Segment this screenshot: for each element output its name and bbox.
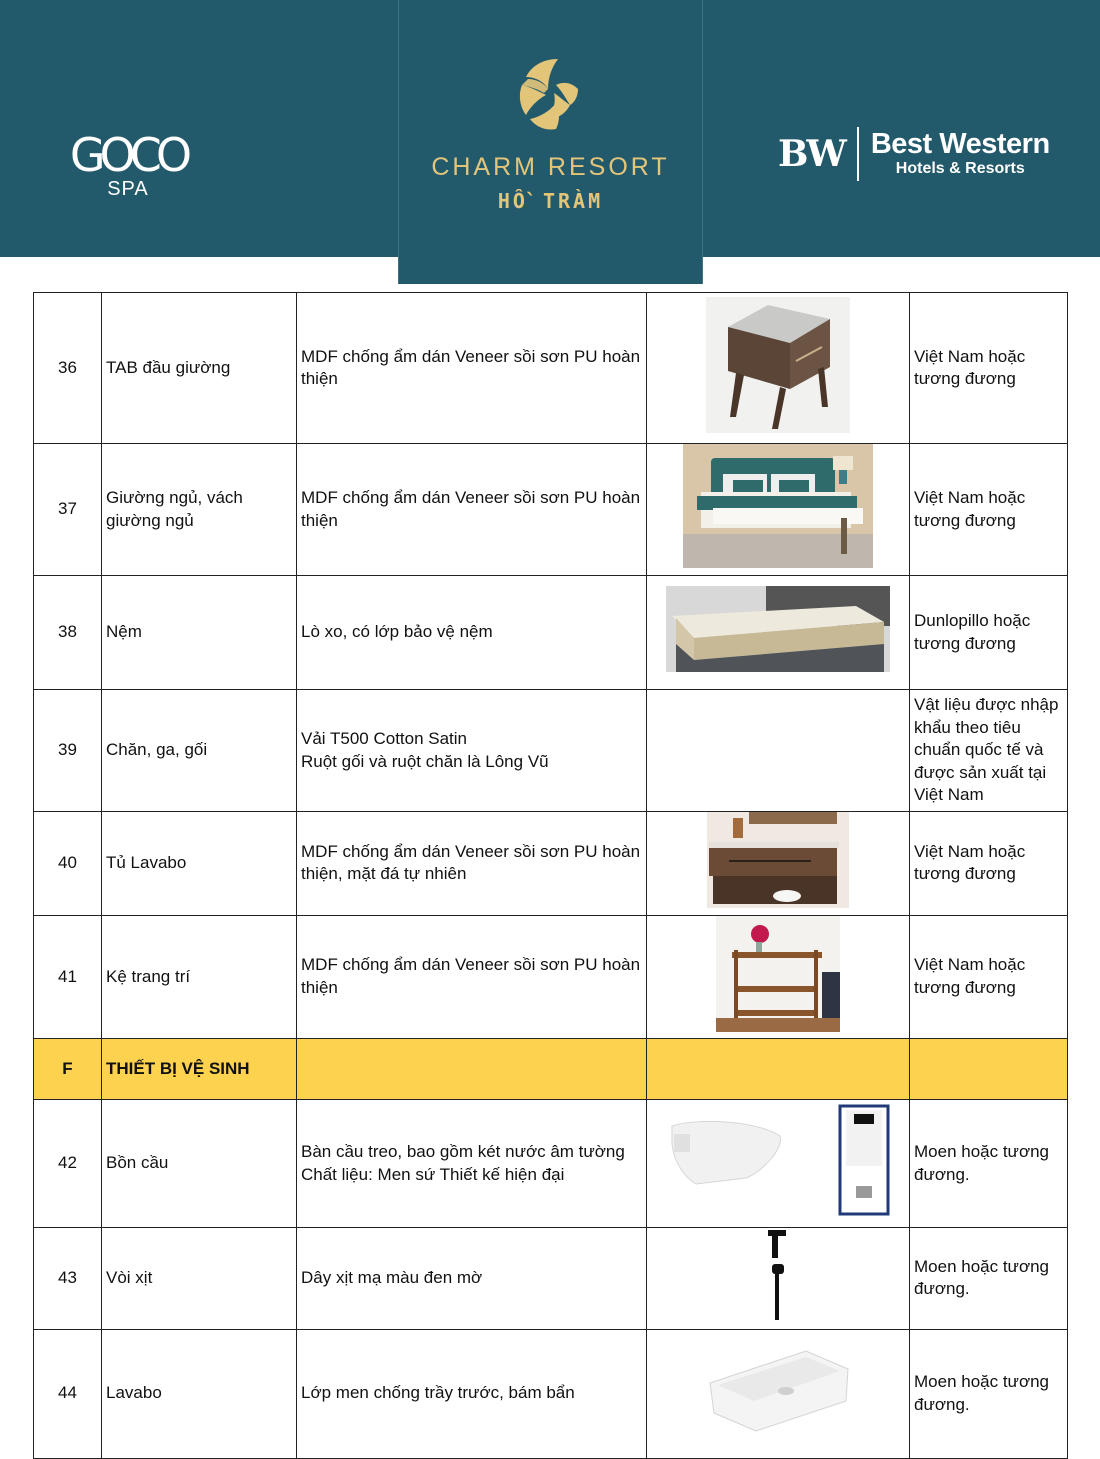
table-row: [34, 444, 1068, 576]
best-western-name: Best Western: [870, 128, 1050, 160]
item-origin: Việt Nam hoặc tương đương: [910, 915, 1068, 1039]
item-spec: Vải T500 Cotton Satin Ruột gối và ruột chăn là Lông Vũ: [297, 690, 647, 812]
item-name: Vòi xịt: [102, 1228, 297, 1330]
charm-resort-subtitle: HỒ TRÀM: [497, 189, 604, 213]
best-western-subtitle: Hotels & Resorts: [895, 160, 1025, 177]
item-name: TAB đầu giường: [102, 293, 297, 444]
item-number: 41: [34, 915, 102, 1039]
item-origin: [910, 1039, 1068, 1100]
item-image-cell: [647, 1100, 910, 1228]
item-origin: Vật liệu được nhập khẩu theo tiêu chuẩn quốc tế và được sản xuất tại Việt Nam: [910, 690, 1068, 812]
item-image-cell: [647, 293, 910, 444]
section-row: [34, 1039, 1068, 1100]
goco-letter: G: [69, 128, 100, 182]
item-spec: Bàn cầu treo, bao gồm két nước âm tường Chất liệu: Men sứ Thiết kế hiện đại: [297, 1100, 647, 1228]
wall-hung-toilet-image: [666, 1104, 890, 1223]
bidet-sprayer-image: [748, 1228, 808, 1329]
item-number: 39: [34, 690, 102, 812]
item-origin: Dunlopillo hoặc tương đương: [910, 576, 1068, 690]
table-row: [34, 1329, 1068, 1458]
item-origin: Moen hoặc tương đương.: [910, 1228, 1068, 1330]
best-western-logo: [778, 126, 1050, 182]
bedside-table-image: [706, 297, 850, 440]
item-number: 44: [34, 1329, 102, 1458]
logo-divider: [857, 127, 859, 181]
goco-letter: O: [155, 128, 187, 182]
item-name: Bồn cầu: [102, 1100, 297, 1228]
table-row: [34, 812, 1068, 916]
item-name: Chăn, ga, gối: [102, 690, 297, 812]
table-row: [34, 576, 1068, 690]
item-spec: MDF chống ẩm dán Veneer sồi sơn PU hoàn thiện: [297, 293, 647, 444]
item-spec: MDF chống ẩm dán Veneer sồi sơn PU hoàn thiện: [297, 444, 647, 576]
item-origin: Việt Nam hoặc tương đương: [910, 444, 1068, 576]
table-row: [34, 293, 1068, 444]
item-origin: Moen hoặc tương đương.: [910, 1100, 1068, 1228]
item-image-cell: [647, 1039, 910, 1100]
item-origin: Việt Nam hoặc tương đương: [910, 293, 1068, 444]
item-number: F: [34, 1039, 102, 1100]
item-spec: MDF chống ẩm dán Veneer sồi sơn PU hoàn thiện: [297, 915, 647, 1039]
item-number: 40: [34, 812, 102, 916]
table-row: [34, 915, 1068, 1039]
item-image-cell: [647, 444, 910, 576]
item-name: Giường ngủ, vách giường ngủ: [102, 444, 297, 576]
goco-letter: C: [129, 128, 156, 182]
item-name: Tủ Lavabo: [102, 812, 297, 916]
item-image-cell: [647, 576, 910, 690]
item-origin: Moen hoặc tương đương.: [910, 1329, 1068, 1458]
item-spec: [297, 1039, 647, 1100]
item-name: THIẾT BỊ VỆ SINH: [102, 1039, 297, 1100]
item-image-cell: [647, 915, 910, 1039]
item-name: Kệ trang trí: [102, 915, 297, 1039]
item-origin: Việt Nam hoặc tương đương: [910, 812, 1068, 916]
goco-wordmark: [58, 128, 198, 182]
item-image-cell: [647, 812, 910, 916]
item-number: 38: [34, 576, 102, 690]
mattress-image: [666, 586, 890, 679]
item-name: Nệm: [102, 576, 297, 690]
table-row: [34, 1228, 1068, 1330]
table-row: [34, 690, 1068, 812]
item-image-cell: [647, 1228, 910, 1330]
item-spec: Lò xo, có lớp bảo vệ nệm: [297, 576, 647, 690]
bed-image: [683, 444, 873, 575]
item-image-cell: [647, 1329, 910, 1458]
goco-spa-logo: [58, 128, 198, 201]
item-spec: MDF chống ẩm dán Veneer sồi sơn PU hoàn thiện, mặt đá tự nhiên: [297, 812, 647, 916]
charm-resort-panel: [398, 0, 703, 284]
goco-letter: O: [99, 128, 130, 182]
item-number: 43: [34, 1228, 102, 1330]
bw-monogram: BW: [778, 133, 845, 175]
item-number: 42: [34, 1100, 102, 1228]
item-name: Lavabo: [102, 1329, 297, 1458]
item-number: 36: [34, 293, 102, 444]
item-spec: Lớp men chống trầy trước, bám bẩn: [297, 1329, 647, 1458]
table-row: [34, 1100, 1068, 1228]
furniture-spec-table: [33, 292, 1068, 1459]
item-image-cell: [647, 690, 910, 812]
vessel-basin-image: [706, 1347, 850, 1440]
charm-resort-title: CHARM RESORT: [431, 153, 670, 181]
decor-shelf-image: [716, 916, 840, 1039]
vanity-cabinet-image: [707, 812, 849, 915]
item-number: 37: [34, 444, 102, 576]
spiral-shell-icon: [514, 55, 586, 135]
goco-spa-label: SPA: [107, 178, 149, 200]
item-spec: Dây xịt mạ màu đen mờ: [297, 1228, 647, 1330]
